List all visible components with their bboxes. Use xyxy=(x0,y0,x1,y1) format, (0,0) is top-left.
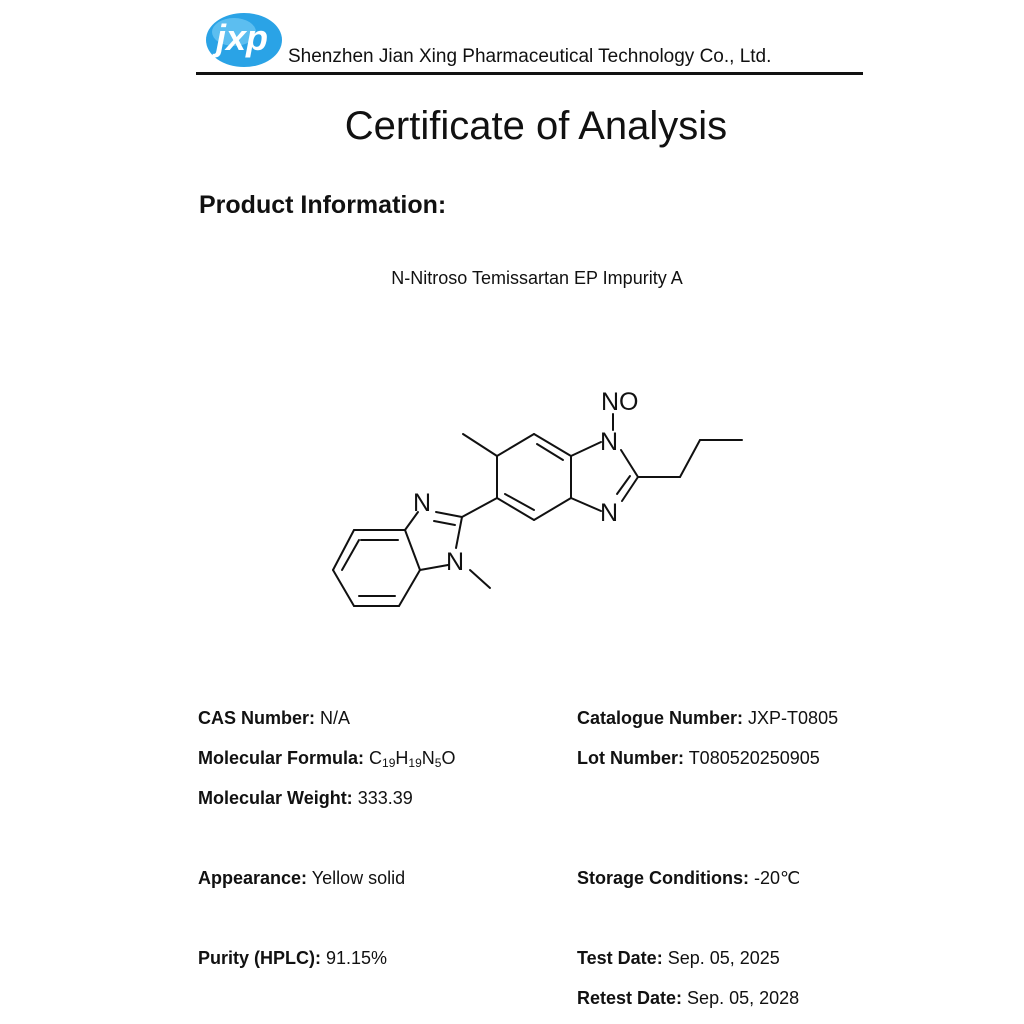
cas-number-field xyxy=(198,708,350,729)
bond xyxy=(399,570,420,606)
cas-number-label: CAS Number: xyxy=(198,708,316,728)
bond xyxy=(534,498,571,520)
appearance-value: Yellow solid xyxy=(311,868,406,888)
company-logo xyxy=(204,6,288,70)
bond xyxy=(420,565,448,570)
molecular-weight-value: 333.39 xyxy=(357,788,413,808)
bond xyxy=(505,494,534,510)
retest-date-field xyxy=(577,988,799,1009)
bond xyxy=(342,540,359,570)
test-date-field xyxy=(577,948,780,969)
test-date-label: Test Date: xyxy=(577,948,663,968)
letterhead xyxy=(196,6,863,75)
catalogue-number-field xyxy=(577,708,838,729)
atom-label-n1-prime: N xyxy=(446,548,465,576)
retest-date-value: Sep. 05, 2028 xyxy=(687,988,800,1008)
lot-number-value: T080520250905 xyxy=(688,748,820,768)
lot-number-label: Lot Number: xyxy=(577,748,684,768)
molecular-weight-field xyxy=(198,788,413,809)
bond xyxy=(537,444,563,460)
storage-conditions-value: -20℃ xyxy=(754,868,801,888)
bond xyxy=(333,570,354,606)
catalogue-number-value: JXP-T0805 xyxy=(748,708,839,728)
appearance-field xyxy=(198,868,405,889)
atom-label-nitroso: NO xyxy=(601,388,639,416)
molecular-formula-value: $C_{19}H_{19}N_5O$ xyxy=(369,748,456,770)
lot-number-field xyxy=(577,748,820,769)
cas-number-value: N/A xyxy=(320,708,351,728)
bond xyxy=(571,498,601,511)
purity-label: Purity (HPLC): xyxy=(198,948,321,968)
logo-text: jxp xyxy=(216,17,269,58)
retest-date-label: Retest Date: xyxy=(577,988,683,1008)
bond xyxy=(621,450,638,477)
company-name: Shenzhen Jian Xing Pharmaceutical Technology Co., Ltd. xyxy=(288,46,772,67)
storage-conditions-field xyxy=(577,868,800,889)
bond xyxy=(456,517,462,548)
bond xyxy=(470,570,490,588)
appearance-label: Appearance: xyxy=(198,868,308,888)
atom-label-n1: N xyxy=(600,428,619,456)
page-title: Certificate of Analysis xyxy=(344,104,728,148)
molecular-weight-label: Molecular Weight: xyxy=(198,788,353,808)
bond xyxy=(622,477,638,501)
catalogue-number-label: Catalogue Number: xyxy=(577,708,744,728)
chemical-structure xyxy=(300,370,780,630)
atom-label-n3: N xyxy=(600,499,619,527)
bond xyxy=(436,512,462,517)
storage-conditions-label: Storage Conditions: xyxy=(577,868,749,888)
molecular-formula-label: Molecular Formula: xyxy=(198,748,365,768)
purity-value: 91.15% xyxy=(326,948,388,968)
section-heading: Product Information: xyxy=(199,191,447,219)
bond xyxy=(462,498,497,517)
atom-label-n3-prime: N xyxy=(413,489,432,517)
bond xyxy=(333,530,354,570)
product-name: N-Nitroso Temissartan EP Impurity A xyxy=(391,268,683,288)
bond xyxy=(571,442,601,456)
bond xyxy=(434,521,455,525)
test-date-value: Sep. 05, 2025 xyxy=(667,948,780,968)
purity-field xyxy=(198,948,387,969)
molecular-formula-field xyxy=(198,748,455,769)
bond xyxy=(497,498,534,520)
bond xyxy=(497,434,534,456)
bond xyxy=(680,440,700,477)
bond xyxy=(405,530,420,570)
bond xyxy=(463,434,497,456)
